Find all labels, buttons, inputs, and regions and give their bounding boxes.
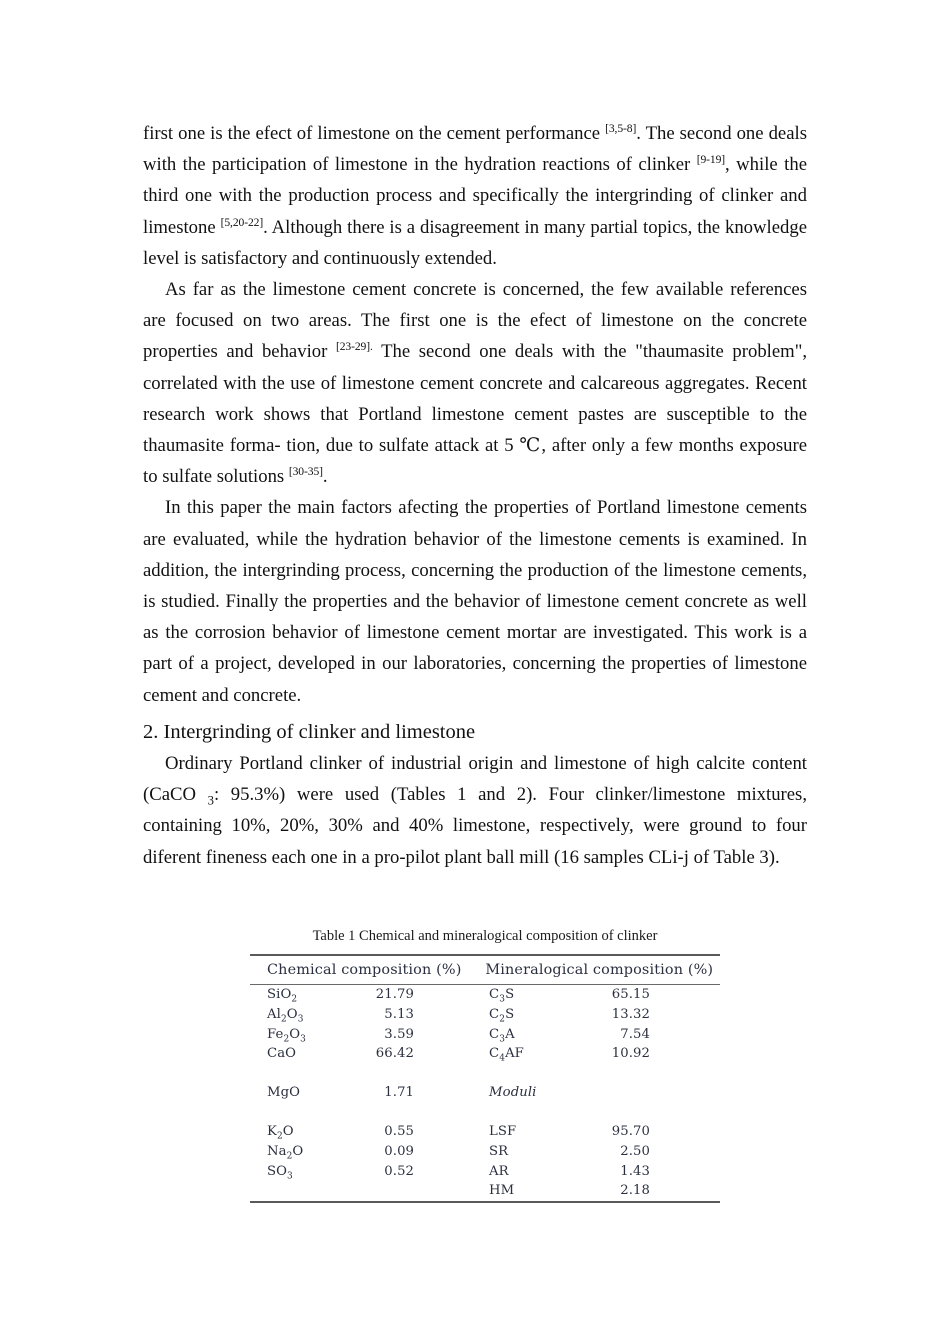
table1-min-label bbox=[471, 1025, 571, 1045]
label-main: MgO bbox=[267, 1085, 301, 1101]
text-run: As far as the limestone cement concrete is concerned, the few available references are focused on two areas. The first one is the efect of limestone on the concrete properties and behavior bbox=[143, 279, 807, 363]
table1-chem-label bbox=[250, 985, 340, 1005]
table1-min-value: 65.15 bbox=[611, 987, 650, 1002]
label-main: C bbox=[489, 987, 500, 1002]
table-row bbox=[250, 1083, 720, 1103]
paragraph-group-after-heading bbox=[143, 748, 807, 873]
table1-chem-value: 21.79 bbox=[375, 987, 415, 1002]
text-run: . Although there is a disagreement in many partial topics, the knowledge level is satisfactory and continuously extended. bbox=[143, 216, 807, 269]
table1-group-gap bbox=[250, 1103, 720, 1122]
table1-chem-label bbox=[250, 1162, 340, 1182]
label-tail: O bbox=[289, 1026, 301, 1042]
label-main: K bbox=[267, 1123, 277, 1139]
label-tail: A bbox=[505, 1026, 515, 1042]
table1-header-mineralogical: Mineralogical composition (%) bbox=[485, 962, 714, 978]
citation-marker: [9-19] bbox=[696, 152, 726, 166]
text-run: Ordinary Portland clinker of industrial origin and limestone of high calcite content (CaCO bbox=[143, 753, 807, 806]
table-row bbox=[250, 1005, 720, 1025]
label-subscript: 4 bbox=[499, 1054, 506, 1065]
label-subscript: 2 bbox=[283, 1034, 290, 1045]
section-heading: 2. Intergrinding of clinker and limestone bbox=[143, 720, 476, 743]
table-row bbox=[250, 1044, 720, 1064]
table1-chem-value: 5.13 bbox=[384, 1006, 415, 1022]
table1-min-value: 13.32 bbox=[611, 1006, 650, 1022]
table1-min-label bbox=[471, 1142, 571, 1162]
label-tail: O bbox=[292, 1143, 304, 1159]
text-run: . The second one deals with the participation of limestone in the hydration reactions of clinker bbox=[143, 123, 807, 176]
label-main: AR bbox=[489, 1163, 509, 1179]
text-run: first one is the efect of limestone on the cement performance bbox=[143, 123, 606, 144]
label-subscript-2: 3 bbox=[297, 1014, 304, 1025]
table1-chem-label bbox=[250, 1181, 340, 1201]
table1-chem-label bbox=[250, 1083, 340, 1103]
table1-min-value: 10.92 bbox=[611, 1046, 650, 1062]
table-row bbox=[250, 1181, 720, 1201]
label-subscript: 2 bbox=[291, 994, 298, 1005]
label-tail: AF bbox=[505, 1046, 524, 1062]
table-row bbox=[250, 1122, 720, 1142]
label-main: C bbox=[489, 1026, 500, 1042]
table1-chem-value: 3.59 bbox=[384, 1026, 415, 1042]
label-subscript: 2 bbox=[280, 1014, 287, 1025]
table1-min-label bbox=[471, 1181, 571, 1201]
table1-chem-value bbox=[340, 1181, 472, 1201]
citation-marker: [5,20-22] bbox=[220, 215, 264, 229]
label-main: LSF bbox=[489, 1123, 517, 1139]
table-row bbox=[250, 1142, 720, 1162]
table1-min-label bbox=[471, 1005, 571, 1025]
table-row bbox=[250, 1162, 720, 1182]
table1-min-label bbox=[471, 1083, 571, 1103]
text-run: In this paper the main factors afecting the properties of Portland limestone cements are evaluated, while the hydration behavior of the limestone cements is examined. In addition, the intergrinding process, concerning the production of the limestone cements, is studied. Finally the properties and the behavior of limestone cement concrete as well as the corrosion behavior of limestone cement mortar are investigated. This work is a part of a project, developed in our laboratories, concerning the properties of limestone cement and concrete. bbox=[143, 497, 807, 706]
table1-header-chemical: Chemical composition (%) bbox=[267, 962, 462, 978]
label-subscript: 3 bbox=[499, 1034, 506, 1045]
label-tail: O bbox=[282, 1123, 294, 1139]
table1-chem-value: 66.42 bbox=[375, 1046, 415, 1062]
label-tail: S bbox=[505, 987, 515, 1002]
table1-chem-value: 0.52 bbox=[384, 1163, 415, 1179]
table1-chem-label bbox=[250, 1044, 340, 1064]
table1-chem-label bbox=[250, 1025, 340, 1045]
table1-chem-label bbox=[250, 1142, 340, 1162]
text-run: : 95.3%) were used (Tables 1 and 2). Four clinker/limestone mixtures, containing 10%, 20%, 30% and 40% limestone, respectively, were ground to four diferent fineness each one in a pro-pilot plant ball mill (16 samples CLi-j of Table 3). bbox=[143, 784, 807, 868]
label-main: Na bbox=[267, 1143, 287, 1159]
table1-chem-value: 1.71 bbox=[384, 1085, 415, 1101]
paragraph-group-main bbox=[143, 118, 807, 711]
table1 bbox=[250, 956, 720, 984]
table1-body-table bbox=[250, 985, 720, 1201]
label-subscript: 3 bbox=[287, 1171, 293, 1182]
table1-body bbox=[250, 985, 720, 1201]
table1-min-value bbox=[571, 1083, 720, 1103]
paragraph-p1 bbox=[143, 118, 807, 274]
table1-block bbox=[250, 926, 720, 1203]
table1-min-label bbox=[471, 1122, 571, 1142]
text-run: . bbox=[322, 466, 328, 488]
label-subscript-2: 3 bbox=[300, 1034, 306, 1045]
table1-chem-value: 0.55 bbox=[384, 1123, 415, 1139]
label-subscript: 2 bbox=[499, 1014, 506, 1025]
table1-chem-label bbox=[250, 1005, 340, 1025]
table1-bottom-rule bbox=[250, 1201, 720, 1203]
label-subscript: 3 bbox=[499, 994, 506, 1005]
label-main: C bbox=[489, 1006, 500, 1022]
label-tail: O bbox=[286, 1006, 298, 1022]
label-main: SR bbox=[489, 1143, 509, 1159]
table1-chem-value: 0.09 bbox=[384, 1143, 415, 1159]
table1-min-value: 2.18 bbox=[620, 1183, 650, 1199]
paragraph-p4 bbox=[143, 748, 807, 873]
label-main: SiO bbox=[267, 987, 292, 1002]
label-main: Fe bbox=[267, 1026, 284, 1042]
citation-marker: [23-29]. bbox=[335, 340, 373, 354]
paragraph-p2 bbox=[143, 274, 807, 492]
table1-min-label bbox=[471, 985, 571, 1005]
spacer bbox=[250, 1064, 720, 1083]
citation-marker: [3,5-8] bbox=[605, 121, 637, 135]
label-main: CaO bbox=[267, 1046, 297, 1062]
text-run: , while the third one with the production process and specifically the intergrinding of clinker and limestone bbox=[143, 154, 807, 238]
table1-min-value: 1.43 bbox=[620, 1163, 650, 1179]
label-main: Moduli bbox=[489, 1085, 537, 1101]
label-main: C bbox=[489, 1046, 500, 1062]
label-subscript: 2 bbox=[286, 1151, 293, 1162]
table1-min-value: 95.70 bbox=[611, 1123, 650, 1139]
table1-min-label bbox=[471, 1044, 571, 1064]
table1-min-label bbox=[471, 1162, 571, 1182]
label-main: HM bbox=[489, 1183, 515, 1199]
label-main: SO bbox=[267, 1163, 288, 1179]
label-main: Al bbox=[267, 1006, 281, 1022]
table1-group-gap bbox=[250, 1064, 720, 1083]
table-row bbox=[250, 985, 720, 1005]
table1-chem-label bbox=[250, 1122, 340, 1142]
label-subscript: 2 bbox=[276, 1131, 283, 1142]
label-tail: S bbox=[505, 1006, 515, 1022]
paragraph-p3 bbox=[143, 492, 807, 710]
table1-header-row bbox=[250, 956, 720, 984]
table-row bbox=[250, 1025, 720, 1045]
citation-marker: [30-35] bbox=[288, 465, 323, 478]
spacer bbox=[250, 1103, 720, 1122]
text-run: The second one deals with the "thaumasite problem", correlated with the use of limestone cement concrete and calcareous aggregates. Recent research work shows that Portland limestone cement pastes are susceptible to the thaumasite forma- tion, due to sulfate attack at 5 ℃, after only a few months exposure to sulfate solutions bbox=[143, 341, 807, 488]
table1-caption: Table 1 Chemical and mineralogical composition of clinker bbox=[312, 928, 658, 944]
subscript: 3 bbox=[207, 794, 214, 808]
document-text-column bbox=[143, 118, 807, 873]
table1-min-value: 2.50 bbox=[620, 1143, 650, 1159]
table1-min-value: 7.54 bbox=[620, 1026, 650, 1042]
table1-header bbox=[250, 956, 720, 984]
